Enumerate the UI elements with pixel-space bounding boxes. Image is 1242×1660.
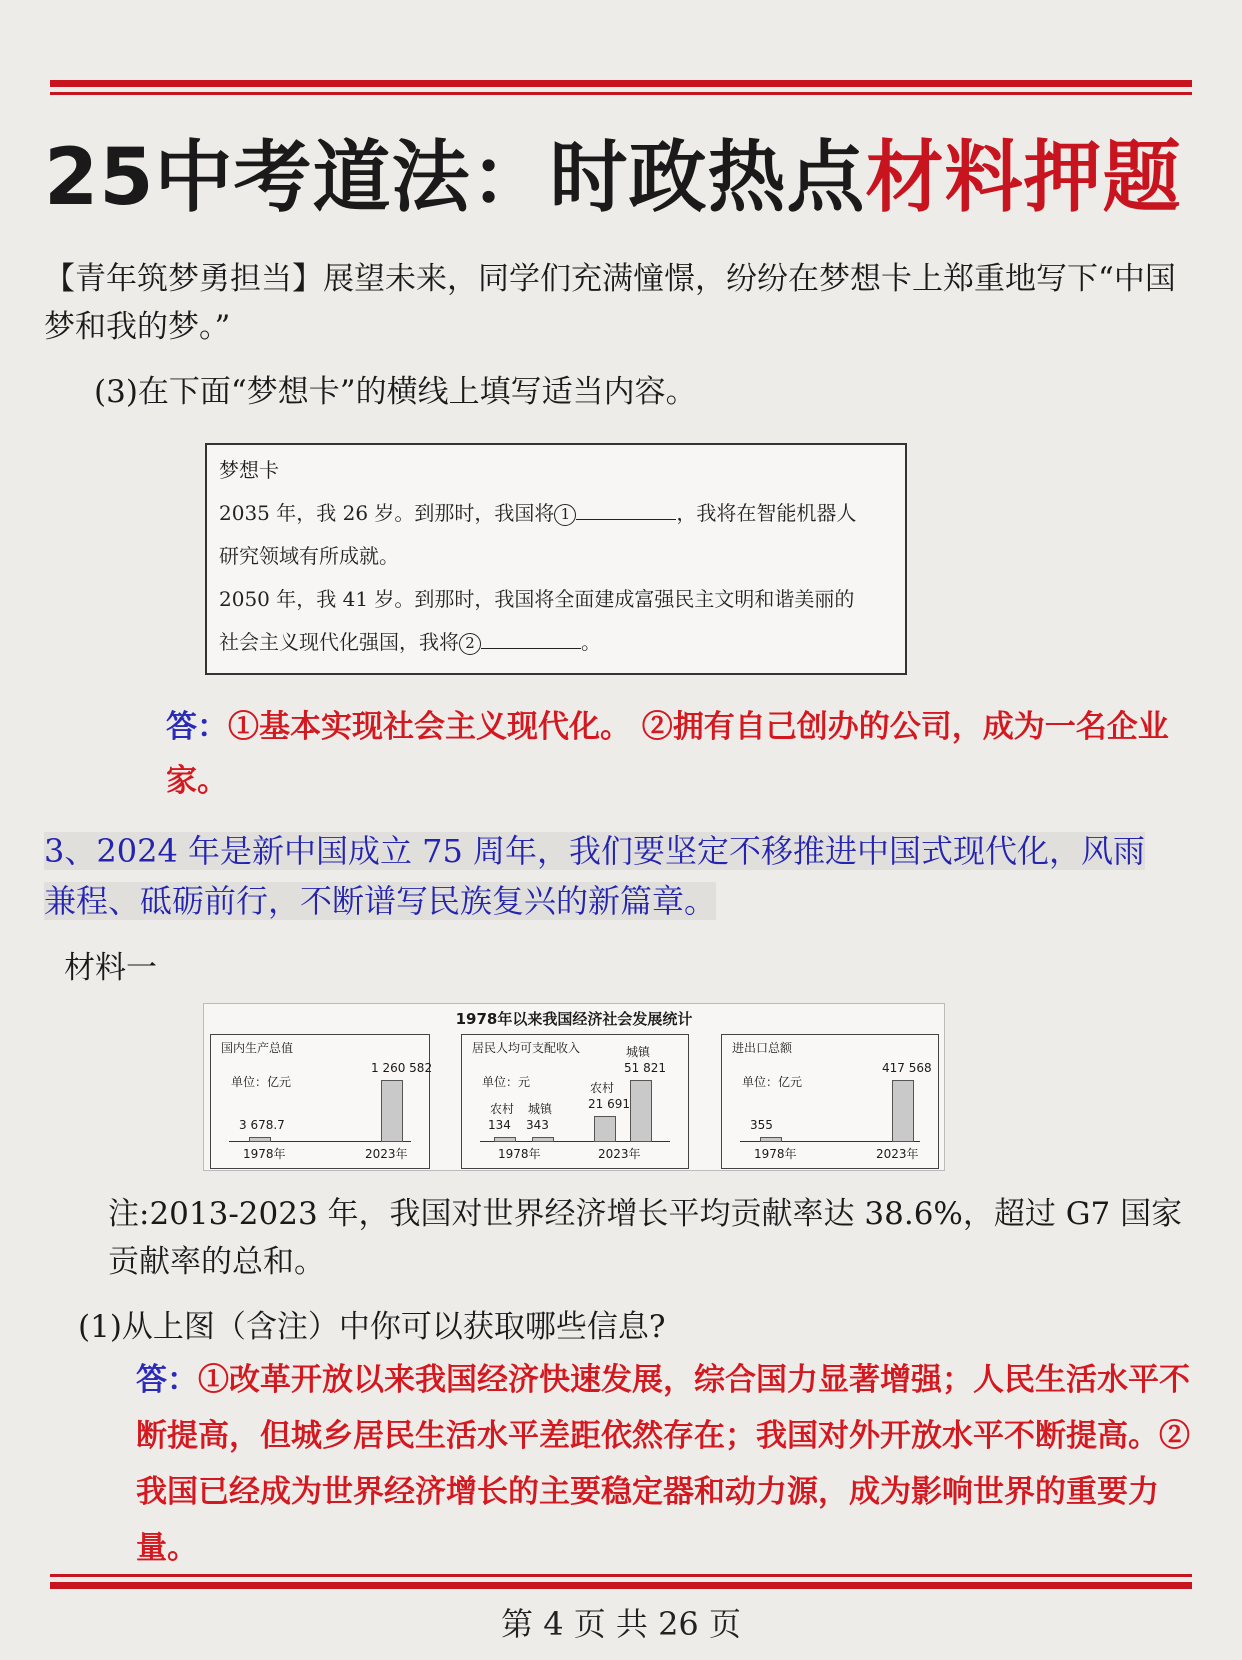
panel-income-title: 居民人均可支配收入 [472,1041,581,1055]
value-label-income-1-0: 21 691 [588,1097,630,1112]
tick-label-income-1: 2023年 [598,1147,641,1161]
bar-p0-1 [381,1080,403,1142]
title-red: 材料押题 [865,133,1182,223]
material-label: 材料一 [64,950,157,986]
answer-label: 答： [166,709,228,745]
stats-figure [203,1003,945,1171]
tick-label-p2-0: 1978年 [754,1147,797,1161]
blank-marker-2: 2 [459,633,481,655]
fill-blank-2[interactable] [481,627,581,649]
blank-marker-1: 1 [554,504,576,526]
value-label-income-0-1: 343 [526,1118,549,1132]
dream-card-line-3: 2050 年，我 41 岁。到那时，我国将全面建成富强民主文明和谐美丽的 [219,587,855,611]
bar-p2-0 [760,1137,782,1142]
section2-question: (1)从上图（含注）中你可以获取哪些信息? [78,1309,666,1345]
dream-card-line-1: 2035 年，我 26 岁。到那时，我国将 1 ，我将在智能机器人 [219,492,893,535]
answer-text: ①改革开放以来我国经济快速发展，综合国力显著增强；人民生活水平不断提高，但城乡居民生活水平差距依然存在；我国对外开放水平不断提高。②我国已经成为世界经济增长的主要稳定器和动力源，成为影响世界的重要力量。 [136,1362,1190,1566]
dream-card [205,443,907,675]
panel-gdp [210,1034,433,1169]
tick-label-p0-1: 2023年 [365,1147,408,1161]
answer-text: ①基本实现社会主义现代化。 ②拥有自己创办的公司，成为一名企业家。 [166,709,1169,799]
value-label-income-0-0: 134 [488,1118,511,1132]
top-rule [50,80,1192,95]
tick-label-income-0: 1978年 [498,1147,541,1161]
title-black: 25中考道法：时政热点 [44,133,866,223]
bar-income-1-0 [594,1116,616,1142]
section2-answer [136,1352,1206,1576]
tick-label-p2-1: 2023年 [876,1147,919,1161]
dream-card-title: 梦想卡 [219,458,279,482]
panel-income [461,1034,689,1169]
page-number: 第 4 页 共 26 页 [501,1605,741,1643]
section1-question: (3)在下面“梦想卡”的横线上填写适当内容。 [94,374,697,410]
value-label-income-1-1: 51 821 [624,1061,666,1075]
tick-label-p0-0: 1978年 [243,1147,286,1161]
bar-income-0-1 [532,1137,554,1142]
bar-p2-1 [892,1080,914,1142]
panel-trade [721,1034,939,1169]
panel-income-unit: 单位：元 [482,1075,531,1089]
series-label-income-1-0: 农村 [590,1081,615,1096]
fill-blank-1[interactable] [576,498,676,520]
panel-gdp-title: 国内生产总值 [221,1041,294,1055]
series-label-income-1-1: 城镇 [626,1045,651,1059]
bar-p0-0 [249,1137,271,1142]
dream-card-line-2: 研究领域有所成就。 [219,544,399,568]
page-title [44,128,1204,228]
section2-heading: 3、2024 年是新中国成立 75 周年，我们要坚定不移推进中国式现代化，风雨兼程、砥砺前行，不断谱写民族复兴的新篇章。 [44,832,1146,920]
value-label-p2-1: 417 568 [882,1061,932,1075]
panel-gdp-unit: 单位：亿元 [231,1075,292,1089]
series-label-income-0-1: 城镇 [528,1102,553,1116]
bottom-rule [50,1574,1192,1589]
dream-card-line-4: 社会主义现代化强国，我将 2 。 [219,621,893,664]
panel-trade-unit: 单位：亿元 [742,1075,803,1089]
note-text: 注:2013-2023 年，我国对世界经济增长平均贡献率达 38.6%，超过 G7 国家贡献率的总和。 [108,1196,1183,1280]
value-label-p2-0: 355 [750,1118,773,1132]
answer-label: 答： [136,1362,198,1398]
value-label-p0-0: 3 678.7 [239,1118,285,1132]
section1-intro: 【青年筑梦勇担当】展望未来，同学们充满憧憬，纷纷在梦想卡上郑重地写下“中国梦和我的梦。” [44,261,1176,345]
bar-income-1-1 [630,1080,652,1142]
value-label-p0-1: 1 260 582 [371,1061,433,1075]
panel-trade-title: 进出口总额 [732,1041,793,1055]
series-label-income-0-0: 农村 [490,1102,515,1116]
bar-income-0-0 [494,1137,516,1142]
section1-answer [166,700,1226,808]
chart-title: 1978年以来我国经济社会发展统计 [455,1010,693,1028]
